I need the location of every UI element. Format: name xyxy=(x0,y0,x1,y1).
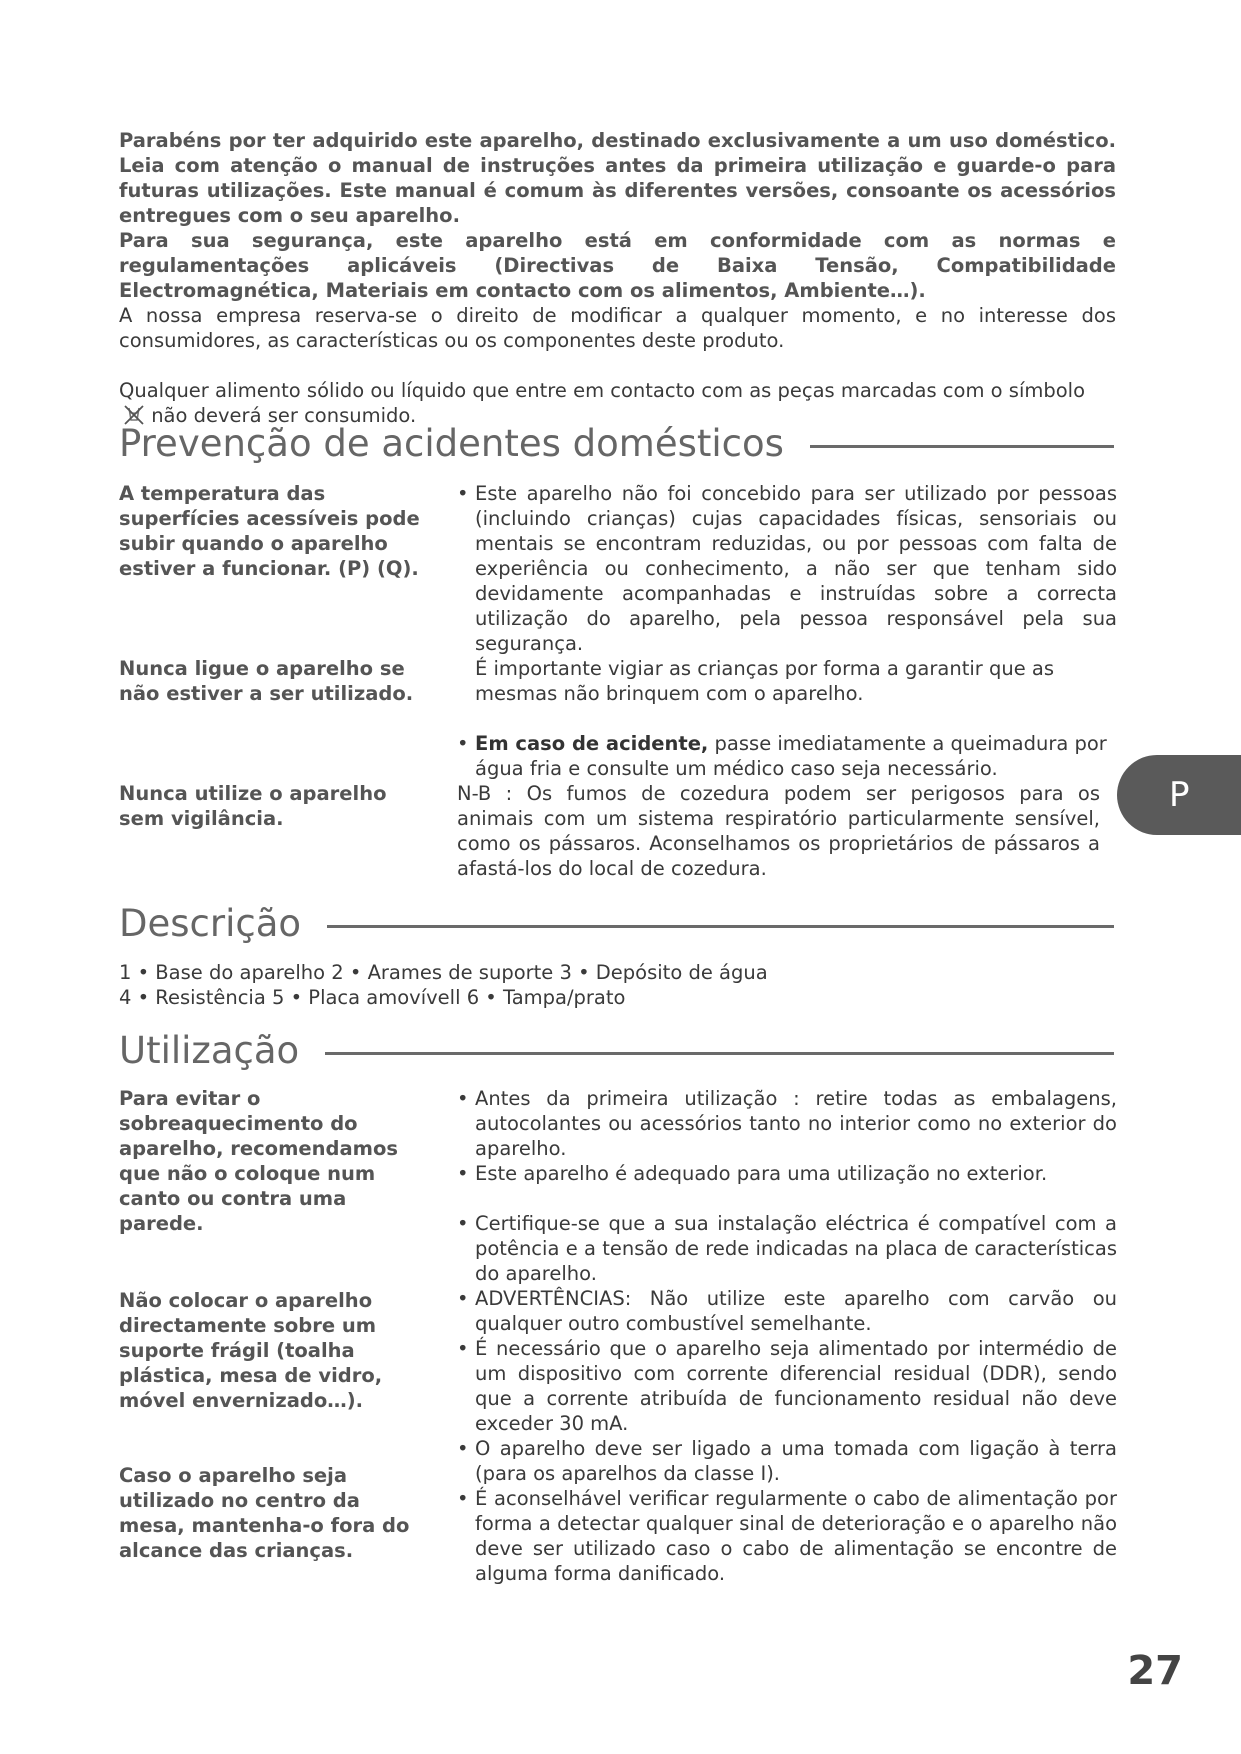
usage-heading-text: Utilização xyxy=(119,1029,300,1072)
description-list xyxy=(119,960,1019,1010)
side-note-center-table: Caso o aparelho seja utilizado no centro da mesa, mantenha-o fora do alcance das crianças. xyxy=(119,1464,410,1562)
prevention-heading xyxy=(119,422,1114,466)
usage-body-b xyxy=(457,1211,1117,1586)
side-note-fragile-surface: Não colocar o aparelho directamente sobre um suporte frágil (toalha plástica, mesa de vidro, móvel envernizado…). xyxy=(119,1289,383,1412)
usage-body-a xyxy=(457,1086,1117,1186)
intro-paragraph-4 xyxy=(119,378,1116,428)
heading-rule xyxy=(325,1052,1114,1055)
prevention-nb-note: N-B : Os fumos de cozedura podem ser perigosos para os animais com um sistema respiratório particularmente sensível, como os pássaros. Aconselhamos os proprietários de pássaros a afastá-los do local de cozedura. xyxy=(457,782,1100,880)
intro-section xyxy=(119,128,1116,428)
usage-heading xyxy=(119,1029,1114,1073)
usage-bullet-warnings: • ADVERTÊNCIAS: Não utilize este aparelho com carvão ou qualquer outro combustível semelhante. xyxy=(457,1286,1117,1336)
usage-bullet-first-use: • Antes da primeira utilização : retire todas as embalagens, autocolantes ou acessórios tanto no interior como no exterior do aparelho. xyxy=(457,1086,1117,1161)
symbol-note-start: Qualquer alimento sólido ou líquido que entre em contacto com as peças marcadas com o símbolo xyxy=(119,379,1086,402)
description-line-2: 4 • Resistência 5 • Placa amovívell 6 • Tampa/prato xyxy=(119,986,626,1009)
usage-bullet-electrical: • Certifique-se que a sua instalação eléctrica é compatível com a potência e a tensão de rede indicadas na placa de características do aparelho. xyxy=(457,1211,1117,1286)
intro-paragraph-3: A nossa empresa reserva-se o direito de modificar a qualquer momento, e no interesse dos consumidores, as características ou os componentes deste produto. xyxy=(119,304,1116,352)
prevention-bullet-children: É importante vigiar as crianças por forma a garantir que as mesmas não brinquem com o aparelho. xyxy=(475,657,1055,705)
prevention-bullet-accident xyxy=(457,731,1117,781)
intro-paragraph-1: Parabéns por ter adquirido este aparelho, destinado exclusivamente a um uso doméstico. Leia com atenção o manual de instruções antes da primeira utilização e guarde-o para futuras utilizações. Este manual é comum às diferentes versões, consoante os acessórios entregues com o seu aparelho. xyxy=(119,129,1116,227)
usage-bullet-outdoor: • Este aparelho é adequado para uma utilização no exterior. xyxy=(457,1161,1117,1186)
description-heading xyxy=(119,902,1114,946)
side-note-never-plug: Nunca ligue o aparelho se não estiver a ser utilizado. xyxy=(119,657,414,705)
language-tab: P xyxy=(1117,755,1241,835)
heading-rule xyxy=(810,445,1114,448)
usage-bullet-rcd: • É necessário que o aparelho seja alimentado por intermédio de um dispositivo com corrente diferencial residual (DDR), sendo que a corrente atribuída de funcionamento residual não deve exceder 30 mA. xyxy=(457,1336,1117,1436)
accident-bold-label: Em caso de acidente, xyxy=(475,732,709,755)
accident-text: passe imediatamente a queimadura por água fria e consulte um médico caso seja necessário. xyxy=(475,732,1107,780)
symbol-note-end: não deverá ser consumido. xyxy=(151,404,417,427)
prevention-heading-text: Prevenção de acidentes domésticos xyxy=(119,422,784,465)
side-note-never-unattended: Nunca utilize o aparelho sem vigilância. xyxy=(119,782,387,830)
side-note-overheating: Para evitar o sobreaquecimento do aparelho, recomendamos que não o coloque num canto ou contra uma parede. xyxy=(119,1087,398,1235)
side-note-temperature: A temperatura das superfícies acessíveis pode subir quando o aparelho estiver a funcionar. (P) (Q). xyxy=(119,482,420,580)
description-line-1: 1 • Base do aparelho 2 • Arames de suporte 3 • Depósito de água xyxy=(119,961,768,984)
usage-bullet-cable: • É aconselhável verificar regularmente o cabo de alimentação por forma a detectar qualquer sinal de deterioração e o aparelho não deve ser utilizado caso o cabo de alimentação se encontre de alguma forma danificado. xyxy=(457,1486,1117,1586)
page-number: 27 xyxy=(1127,1648,1183,1694)
heading-rule xyxy=(327,925,1114,928)
description-heading-text: Descrição xyxy=(119,902,302,945)
prevention-body xyxy=(457,481,1117,781)
usage-bullet-earth: • O aparelho deve ser ligado a uma tomada com ligação à terra (para os aparelhos da classe I). xyxy=(457,1436,1117,1486)
prevention-bullet-persons: • Este aparelho não foi concebido para ser utilizado por pessoas (incluindo crianças) cujas capacidades físicas, sensoriais ou mentais se encontram reduzidas, ou por pessoas com falta de experiência ou conhecimento, a não ser que tenham sido devidamente acompanhadas e instruídas sobre a correcta utilização do aparelho, pela pessoa responsável pela sua segurança. xyxy=(457,481,1117,656)
intro-paragraph-2: Para sua segurança, este aparelho está em conformidade com as normas e regulamentações aplicáveis (Directivas de Baixa Tensão, Compatibilidade Electromagnética, Materiais em contacto com os alimentos, Ambiente…). xyxy=(119,229,1116,302)
